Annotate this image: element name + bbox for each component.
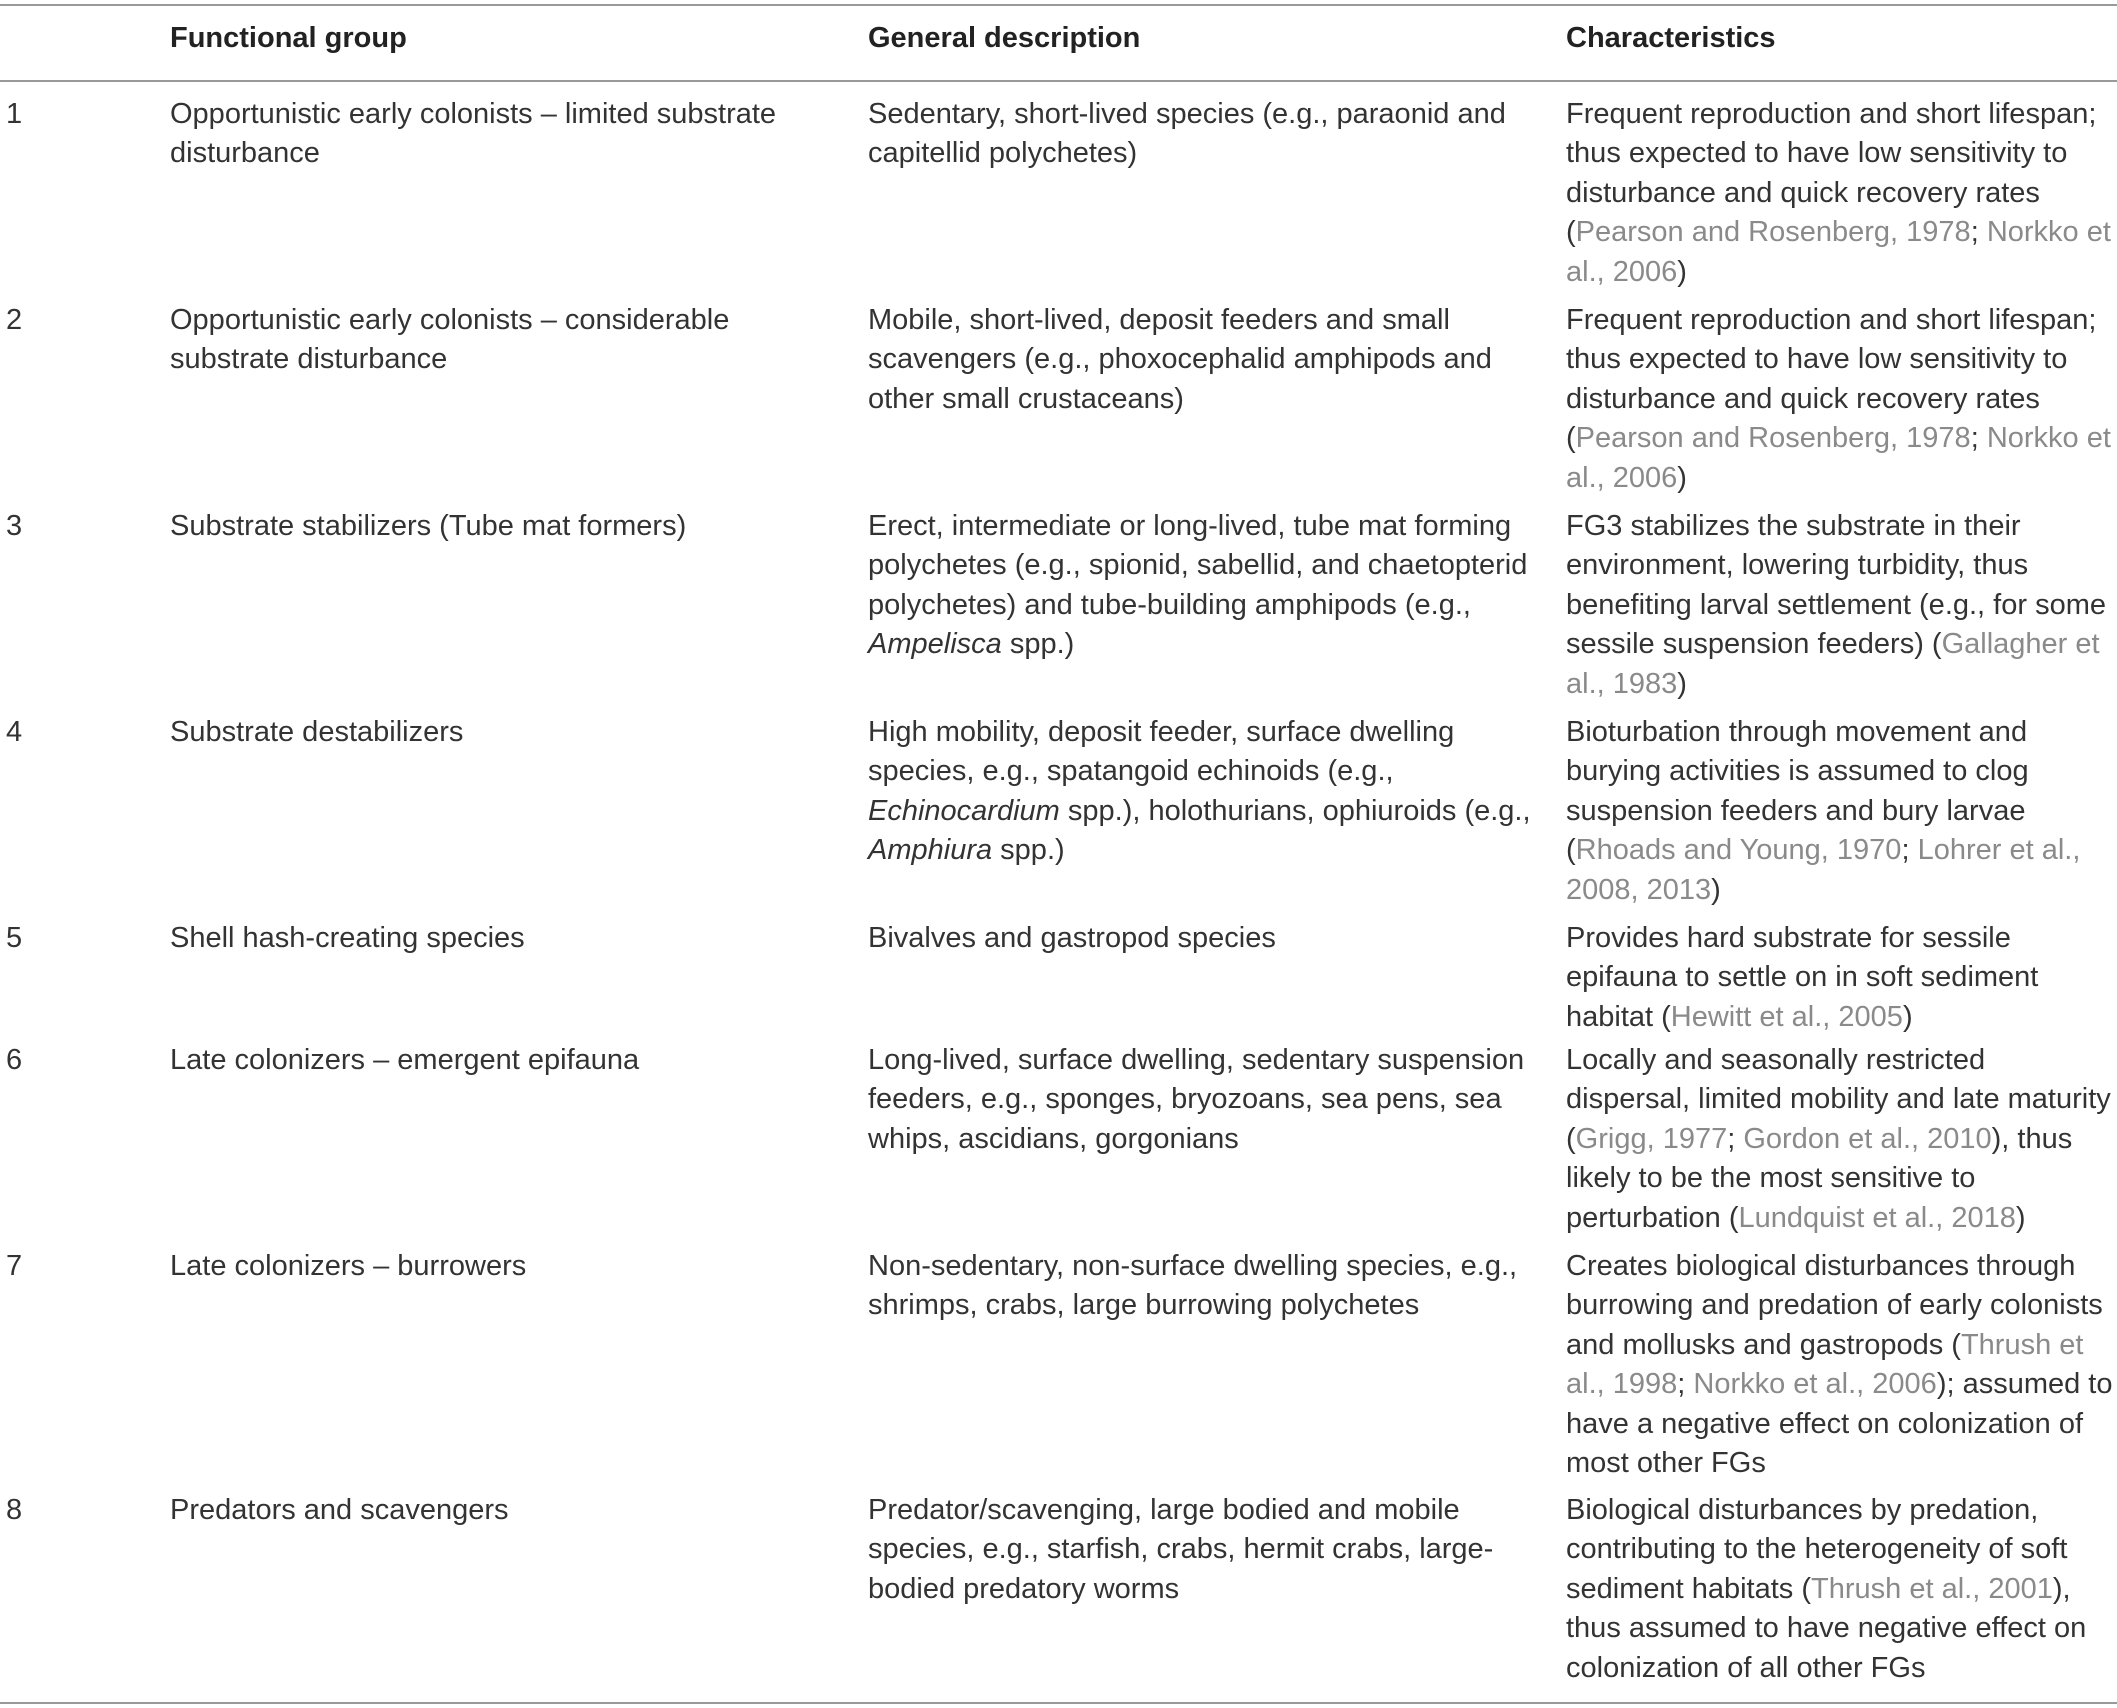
- row-number: 4: [6, 716, 23, 748]
- citation-link[interactable]: Gallagher et al., 1983: [1566, 628, 2100, 700]
- description-text: spp.): [1001, 628, 1075, 661]
- row-number: 8: [6, 1494, 23, 1526]
- description-text: Mobile, short-lived, deposit feeders and small scavengers (e.g., phoxocephalid amphipods and other small crustaceans): [868, 304, 1492, 415]
- row-number: 3: [6, 510, 23, 542]
- functional-group-cell: Predators and scavengers: [170, 1494, 509, 1526]
- general-description-cell: [868, 1247, 1538, 1326]
- row-number: 1: [6, 98, 23, 130]
- general-description-cell: [868, 713, 1538, 871]
- description-text: Long-lived, surface dwelling, sedentary suspension feeders, e.g., sponges, bryozoans, sea pens, sea whips, ascidians, gorgonians: [868, 1044, 1525, 1155]
- characteristics-text: Bioturbation through movement and burying activities is assumed to clog suspension feeders and bury larvae (: [1566, 716, 2029, 867]
- functional-group-cell: Late colonizers – emergent epifauna: [170, 1044, 640, 1076]
- description-text: Non-sedentary, non-surface dwelling species, e.g., shrimps, crabs, large burrowing polychetes: [868, 1250, 1518, 1322]
- row-number: 5: [6, 922, 23, 954]
- characteristics-text: ): [1677, 461, 1687, 494]
- citation-link[interactable]: Gordon et al., 2010: [1743, 1122, 1992, 1155]
- characteristics-text: FG3 stabilizes the substrate in their environment, lowering turbidity, thus benefiting larval settlement (e.g., for some sessile suspension feeders) (: [1566, 510, 2106, 661]
- functional-group-cell: Shell hash-creating species: [170, 922, 525, 954]
- citation-link[interactable]: Norkko et al., 2006: [1566, 422, 2111, 494]
- citation-link[interactable]: Thrush et al., 1998: [1566, 1328, 2084, 1401]
- citation-link[interactable]: Norkko et al., 2006: [1693, 1368, 1937, 1401]
- row-number: 2: [6, 304, 23, 336]
- characteristics-text: ;: [1677, 1368, 1694, 1401]
- functional-group-cell: Late colonizers – burrowers: [170, 1250, 527, 1282]
- citation-link[interactable]: Pearson and Rosenberg, 1978: [1575, 216, 1971, 249]
- characteristics-text: ;: [1901, 834, 1918, 867]
- header-rule: [0, 80, 2117, 82]
- characteristics-cell: [1566, 919, 2114, 1037]
- taxon-name: Ampelisca: [868, 628, 1002, 661]
- header-general-description: General description: [868, 22, 1141, 54]
- characteristics-text: Frequent reproduction and short lifespan; thus expected to have low sensitivity to disturbance and quick recovery rates (: [1566, 98, 2097, 249]
- functional-group-cell: Opportunistic early colonists – limited substrate disturbance: [170, 98, 777, 170]
- characteristics-text: ): [1902, 1000, 1913, 1033]
- general-description-cell: [868, 95, 1538, 174]
- general-description-cell: [868, 919, 1538, 958]
- characteristics-text: ): [1677, 255, 1687, 288]
- table-bottom-rule: [0, 1702, 2117, 1704]
- characteristics-cell: [1566, 507, 2114, 704]
- general-description-cell: [868, 1041, 1538, 1159]
- characteristics-cell: [1566, 1247, 2114, 1483]
- characteristics-cell: [1566, 1041, 2114, 1238]
- characteristics-text: ;: [1970, 422, 1987, 455]
- description-text: Sedentary, short-lived species (e.g., paraonid and capitellid polychetes): [868, 98, 1506, 170]
- characteristics-text: Frequent reproduction and short lifespan; thus expected to have low sensitivity to disturbance and quick recovery rates (: [1566, 304, 2097, 455]
- description-text: Predator/scavenging, large bodied and mobile species, e.g., starfish, crabs, hermit crabs, large-bodied predatory worms: [868, 1494, 1494, 1605]
- header-functional-group: Functional group: [170, 22, 407, 54]
- description-text: spp.): [992, 834, 1065, 867]
- description-text: spp.), holothurians, ophiuroids (e.g.,: [1059, 794, 1531, 827]
- characteristics-text: ): [1711, 873, 1721, 906]
- row-number: 6: [6, 1044, 23, 1076]
- taxon-name: Amphiura: [868, 834, 993, 867]
- functional-group-cell: Opportunistic early colonists – considerable substrate disturbance: [170, 304, 730, 376]
- row-number: 7: [6, 1250, 23, 1282]
- characteristics-cell: [1566, 95, 2114, 292]
- functional-group-cell: Substrate destabilizers: [170, 716, 464, 748]
- characteristics-text: ;: [1970, 216, 1987, 249]
- citation-link[interactable]: Rhoads and Young, 1970: [1575, 834, 1902, 867]
- citation-link[interactable]: Grigg, 1977: [1575, 1122, 1728, 1155]
- taxon-name: Echinocardium: [868, 794, 1060, 827]
- description-text: Bivalves and gastropod species: [868, 922, 1276, 954]
- characteristics-cell: [1566, 301, 2114, 498]
- characteristics-text: ); assumed to have a negative effect on colonization of most other FGs: [1566, 1368, 2113, 1480]
- characteristics-text: Locally and seasonally restricted dispersal, limited mobility and late maturity (: [1566, 1044, 2111, 1155]
- description-text: High mobility, deposit feeder, surface dwelling species, e.g., spatangoid echinoids (e.g.,: [868, 716, 1455, 788]
- characteristics-text: Provides hard substrate for sessile epifauna to settle on in soft sediment habitat (: [1566, 922, 2039, 1033]
- general-description-cell: [868, 301, 1538, 419]
- functional-group-cell: Substrate stabilizers (Tube mat formers): [170, 510, 687, 542]
- characteristics-text: Creates biological disturbances through burrowing and predation of early colonists and mollusks and gastropods (: [1566, 1250, 2103, 1361]
- description-text: Erect, intermediate or long-lived, tube mat forming polychetes (e.g., spionid, sabellid, and chaetopterid polychetes) and tube-building amphipods (e.g.,: [868, 510, 1528, 621]
- citation-link[interactable]: Lohrer et al., 2008, 2013: [1566, 834, 2081, 906]
- characteristics-text: ): [1677, 667, 1687, 700]
- general-description-cell: [868, 507, 1538, 665]
- characteristics-cell: [1566, 1491, 2114, 1688]
- characteristics-text: ), thus assumed to have negative effect on colonization of all other FGs: [1566, 1572, 2087, 1684]
- header-characteristics: Characteristics: [1566, 22, 1776, 54]
- characteristics-text: Biological disturbances by predation, contributing to the heterogeneity of soft sediment habitats (: [1566, 1494, 2068, 1605]
- citation-link[interactable]: Hewitt et al., 2005: [1670, 1000, 1903, 1033]
- general-description-cell: [868, 1491, 1538, 1609]
- characteristics-text: ;: [1727, 1122, 1744, 1155]
- citation-link[interactable]: Thrush et al., 2001: [1811, 1572, 2053, 1605]
- citation-link[interactable]: Lundquist et al., 2018: [1738, 1201, 2016, 1234]
- citation-link[interactable]: Norkko et al., 2006: [1566, 216, 2111, 288]
- table-top-rule: [0, 4, 2117, 6]
- characteristics-text: ), thus likely to be the most sensitive to perturbation (: [1566, 1122, 2073, 1234]
- characteristics-cell: [1566, 713, 2114, 910]
- characteristics-text: ): [2015, 1201, 2026, 1234]
- citation-link[interactable]: Pearson and Rosenberg, 1978: [1575, 422, 1971, 455]
